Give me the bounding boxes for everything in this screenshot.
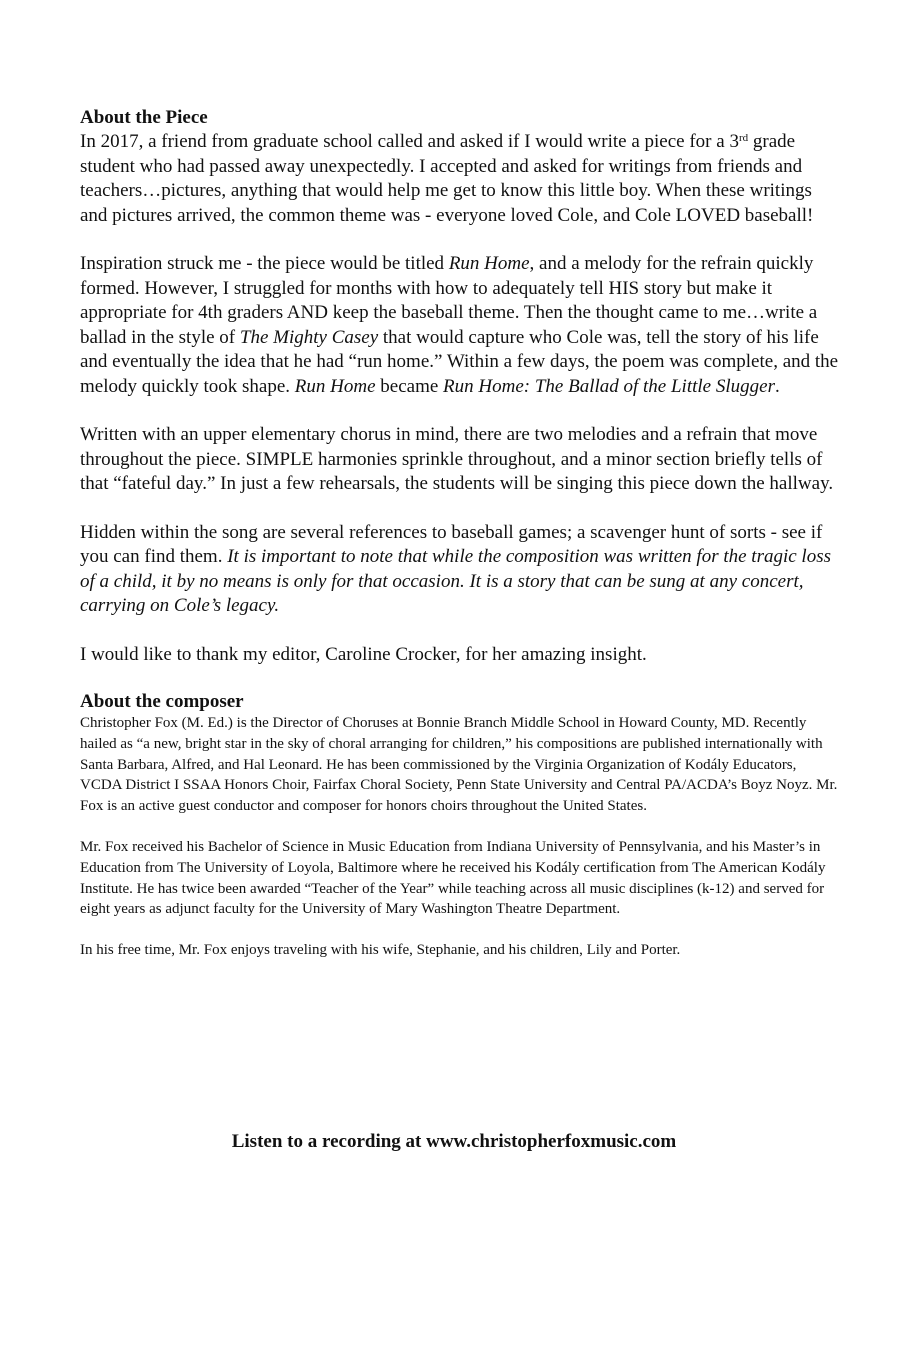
text-run: that would capture who Cole was, tell the story of his life and eventually the idea that he had “run home.” Within a few days, the poem was complete, and the melody quickly took shape. xyxy=(80,326,839,397)
about-composer-heading: About the composer xyxy=(80,691,244,712)
ordinal-superscript: rd xyxy=(738,132,749,144)
about-piece-paragraph-3: Written with an upper elementary chorus in mind, there are two melodies and a refrain that move throughout the piece. SIMPLE harmonies sprinkle throughout, and a minor section briefly tells of that “fateful day.” In just a few rehearsals, the students will be singing this piece down the hallway. xyxy=(80,424,834,494)
document-content xyxy=(80,106,840,981)
text-run: . xyxy=(774,375,780,397)
title-italic: The Mighty Casey xyxy=(239,326,379,348)
about-composer-paragraph-3: In his free time, Mr. Fox enjoys traveling with his wife, Stephanie, and his children, Lily and Porter. xyxy=(80,942,681,959)
about-piece-paragraph-4 xyxy=(80,521,840,619)
recording-link-line: Listen to a recording at www.christopherfoxmusic.com xyxy=(231,1131,677,1152)
about-piece-paragraph-5: I would like to thank my editor, Caroline Crocker, for her amazing insight. xyxy=(80,643,647,665)
about-piece-paragraph-2 xyxy=(80,252,840,399)
title-italic: Run Home xyxy=(294,375,376,397)
about-composer-paragraph-1: Christopher Fox (M. Ed.) is the Director of Choruses at Bonnie Branch Middle School in Howard County, MD. Recently hailed as “a new, bright star in the sky of choral arranging for children,” his compositions are published internationally with Santa Barbara, Alfred, and Hal Leonard. He has been commissioned by the Virginia Organization of Kodály Educators, VCDA District I SSAA Honors Choir, Fairfax Choral Society, Penn State University and Central PA/ACDA’s Boyz Noyz. Mr. Fox is an active guest conductor and composer for honors choirs throughout the United States. xyxy=(80,715,838,815)
text-run: grade student who had passed away unexpectedly. I accepted and asked for writings from friends and teachers…pictures, anything that would help me get to know this little boy. When these writings and pictures arrived, the common theme was - everyone loved Cole, and Cole LOVED baseball! xyxy=(80,131,814,226)
about-composer-paragraph-2: Mr. Fox received his Bachelor of Science in Music Education from Indiana University of Pennsylvania, and his Master’s in Education from The University of Loyola, Baltimore where he received his Kodály certification from The American Kodály Institute. He has twice been awarded “Teacher of the Year” while teaching across all music disciplines (k-12) and served for eight years as adjunct faculty for the University of Mary Washington Theatre Department. xyxy=(80,838,826,918)
text-run: Inspiration struck me - the piece would be titled xyxy=(80,253,449,274)
text-run: Hidden within the song are several references to baseball games; a scavenger hunt of sorts - see if you can find them. xyxy=(80,521,823,567)
title-italic: Run Home: The Ballad of the Little Slugger xyxy=(443,375,775,397)
text-run: , and a melody for the refrain quickly formed. However, I struggled for months with how to adequately tell HIS story but make it appropriate for 4th graders AND keep the baseball theme. Then the thought came to me…write a ballad in the style of xyxy=(80,253,818,348)
title-italic: Run Home xyxy=(448,253,530,274)
text-run: In 2017, a friend from graduate school called and asked if I would write a piece for a 3 xyxy=(80,131,739,152)
about-piece-heading: About the Piece xyxy=(80,107,208,128)
italic-note: It is important to note that while the composition was written for the tragic loss of a child, it by no means is only for that occasion. It is a story that can be sung at any concert, carrying on Cole’s legacy. xyxy=(80,546,831,616)
text-run: became xyxy=(375,375,444,397)
about-piece-paragraph-1 xyxy=(80,130,840,228)
